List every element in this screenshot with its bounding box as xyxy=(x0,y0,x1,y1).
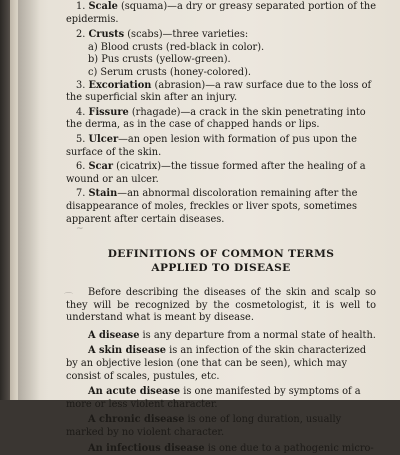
item-term: Crusts xyxy=(88,29,125,41)
item-number: 6. xyxy=(76,161,86,173)
item-description: —an abnormal discoloration remaining after the disappearance of moles, freckles or liver spots, sometimes apparent after certain diseases. xyxy=(66,188,358,225)
crust-subitem-pus: b) Pus crusts (yellow-green). xyxy=(88,54,231,66)
list-item-stain xyxy=(66,188,376,226)
item-term: Stain xyxy=(88,188,118,200)
definition-text: is any departure from a normal state of health. xyxy=(139,329,376,341)
section-spacer xyxy=(66,226,376,248)
heading-spacer xyxy=(66,275,376,287)
item-description: (cicatrix)—the tissue formed after the healing of a wound or an ulcer. xyxy=(66,161,366,185)
section-heading-line1: DEFINITIONS OF COMMON TERMS xyxy=(107,248,335,261)
crust-subitem-serum: c) Serum crusts (honey-colored). xyxy=(88,66,252,78)
item-description: (abrasion)—a raw surface due to the loss of the superficial skin after an injury. xyxy=(66,79,372,104)
list-item-scale xyxy=(66,1,376,26)
definition-term: A skin disease xyxy=(88,345,166,357)
item-term: Scar xyxy=(88,161,114,173)
list-item-ulcer xyxy=(66,134,376,159)
book-page xyxy=(18,0,400,454)
item-description: (rhagade)—a crack in the skin penetrating into the derma, as in the case of chapped hands or lips. xyxy=(66,106,366,131)
definition-infectious-disease xyxy=(66,443,376,455)
page-text xyxy=(66,0,376,455)
definition-term: A disease xyxy=(88,329,140,341)
item-term: Excoriation xyxy=(88,79,152,91)
pencil-mark: ~ xyxy=(76,224,84,234)
item-description: (squama)—a dry or greasy separated portion of the epidermis. xyxy=(66,1,376,25)
definition-text: is one due to a pathogenic micro- xyxy=(204,442,374,454)
list-item-fissure xyxy=(66,107,376,132)
item-term: Fissure xyxy=(88,106,129,118)
item-term: Ulcer xyxy=(88,133,119,145)
item-description: —an open lesion with formation of pus upon the surface of the skin. xyxy=(66,133,357,158)
definition-text: is one of long duration, usually marked by no violent character. xyxy=(66,414,342,439)
intro-paragraph: Before describing the diseases of the skin and scalp so they will be recognized by the cosmetologist, it is well to understand what is meant by disease. xyxy=(66,287,376,324)
definition-disease xyxy=(66,330,376,343)
item-number: 7. xyxy=(76,188,86,200)
item-number: 1. xyxy=(76,1,86,12)
list-item-scar xyxy=(66,161,376,186)
list-item-excoriation xyxy=(66,80,376,105)
item-description: (scabs)—three varieties: xyxy=(124,29,249,41)
definition-text: is an infection of the skin characterized by an objective lesion (one that can be seen), which may consist of scales, pustules, etc. xyxy=(66,345,367,382)
item-number: 4. xyxy=(76,106,86,118)
definition-text: is one manifested by symptoms of a more or less violent character. xyxy=(66,386,361,410)
item-term: Scale xyxy=(88,1,118,12)
list-item-crusts xyxy=(66,29,376,42)
item-number: 2. xyxy=(76,29,86,41)
item-number: 3. xyxy=(76,79,86,91)
definition-term: An infectious disease xyxy=(88,442,205,454)
definition-term: A chronic disease xyxy=(88,414,185,426)
pencil-mark: ⌒ xyxy=(64,293,74,303)
section-heading-line2: APPLIED TO DISEASE xyxy=(151,261,291,274)
item-number: 5. xyxy=(76,133,86,145)
definition-term: An acute disease xyxy=(88,386,181,398)
crust-subitem-blood: a) Blood crusts (red-black in color). xyxy=(88,41,265,53)
definition-skin-disease xyxy=(66,345,376,383)
definition-acute-disease xyxy=(66,386,376,411)
definition-chronic-disease xyxy=(66,414,376,439)
